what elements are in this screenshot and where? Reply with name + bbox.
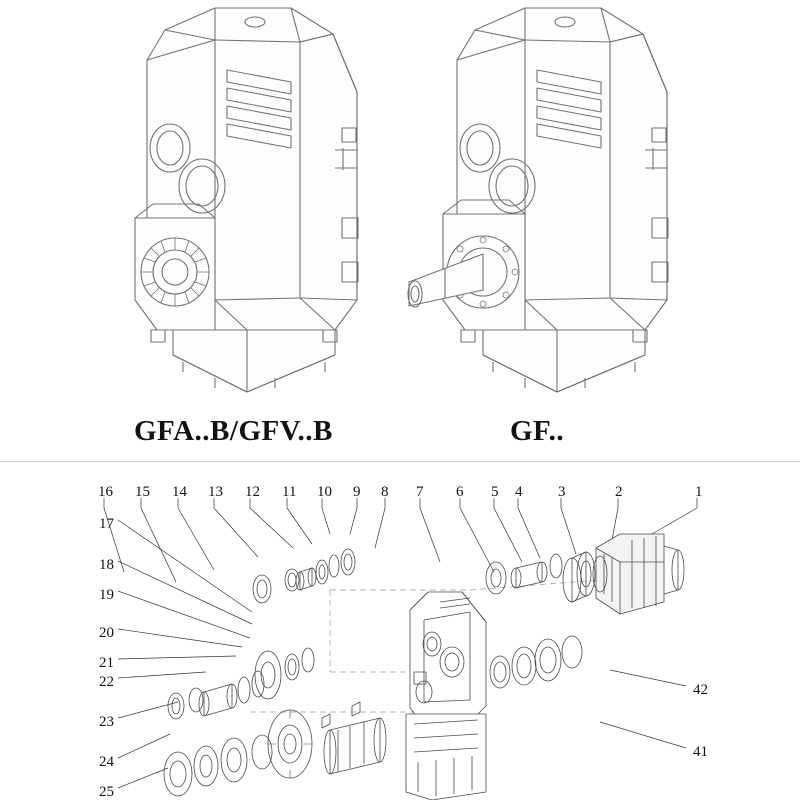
callout-42: 42 xyxy=(693,682,708,698)
right-gearbox-drawing xyxy=(405,0,705,400)
left-gearbox-drawing xyxy=(95,0,395,400)
callout-24: 24 xyxy=(99,754,114,770)
callout-19: 19 xyxy=(99,587,114,603)
callout-1: 1 xyxy=(695,484,703,500)
callout-6: 6 xyxy=(456,484,464,500)
callout-22: 22 xyxy=(99,674,114,690)
left-figure-caption: GFA..B/GFV..B xyxy=(134,415,333,447)
exploded-view-diagram xyxy=(0,462,800,800)
callout-5: 5 xyxy=(491,484,499,500)
callout-41: 41 xyxy=(693,744,708,760)
callout-10: 10 xyxy=(317,484,332,500)
callout-2: 2 xyxy=(615,484,623,500)
callout-9: 9 xyxy=(353,484,361,500)
callout-11: 11 xyxy=(282,484,297,500)
callout-3: 3 xyxy=(558,484,566,500)
callout-16: 16 xyxy=(98,484,113,500)
callout-4: 4 xyxy=(515,484,523,500)
callout-12: 12 xyxy=(245,484,260,500)
callout-13: 13 xyxy=(208,484,223,500)
callout-14: 14 xyxy=(172,484,187,500)
callout-18: 18 xyxy=(99,557,114,573)
exploded-view-graphic xyxy=(0,462,800,800)
right-figure-caption: GF.. xyxy=(510,415,565,447)
callout-17: 17 xyxy=(99,516,114,532)
callout-15: 15 xyxy=(135,484,150,500)
callout-7: 7 xyxy=(416,484,424,500)
callout-21: 21 xyxy=(99,655,114,671)
callout-20: 20 xyxy=(99,625,114,641)
callout-23: 23 xyxy=(99,714,114,730)
callout-25: 25 xyxy=(99,784,114,800)
callout-8: 8 xyxy=(381,484,389,500)
